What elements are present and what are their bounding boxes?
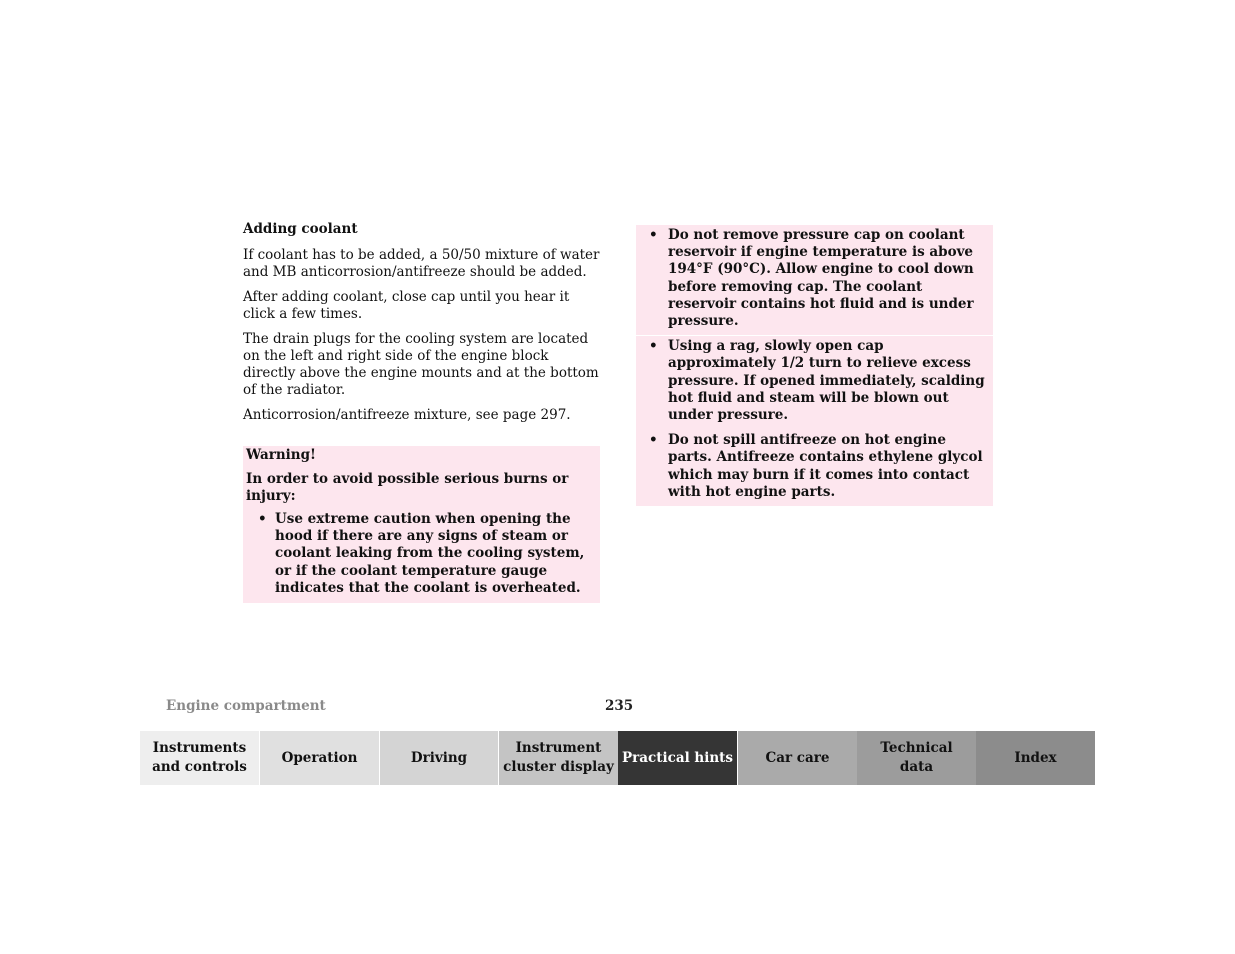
left-column [243,221,600,603]
nav-tab-instruments-and-controls[interactable] [140,731,260,785]
warning-intro: In order to avoid possible serious burns or injury: [246,471,569,504]
nav-tab-label: Driving [410,749,468,766]
right-column [636,225,993,506]
warning-bullet-item [246,511,597,597]
nav-tab-label: Technical data [880,740,953,775]
bullet-text: Use extreme caution when opening the hood if there are any signs of steam or coolant leaking from the cooling system, or if the coolant temperature gauge indicates that the coolant is overheated. [275,511,585,596]
bullet-text: Do not spill antifreeze on hot engine parts. Antifreeze contains ethylene glycol which may burn if it comes into contact with hot engine parts. [668,432,983,500]
nav-tab-technical-data[interactable] [857,731,976,785]
warning-bullet-item [636,227,989,330]
nav-tab-driving[interactable] [380,731,499,785]
nav-tab-label: Index [1014,749,1057,766]
bullet-dot-icon: • [649,227,658,243]
warning-title: Warning! [246,447,316,463]
nav-tab-practical-hints[interactable] [618,731,738,785]
nav-tab-label: Practical hints [622,749,733,766]
nav-tab-index[interactable] [976,731,1095,785]
nav-tab-label: Instrument cluster display [503,740,614,775]
bullet-text: Using a rag, slowly open cap approximately 1/2 turn to relieve excess pressure. If opened immediately, scalding hot fluid and steam will be blown out under pressure. [668,338,985,424]
body-paragraph-mixture: If coolant has to be added, a 50/50 mixture of water and MB anticorrosion/antifreeze should be added. [243,247,600,280]
warning-bullet-list [246,511,597,597]
nav-tab-instrument-cluster-display[interactable] [499,731,618,785]
nav-tab-label: Instruments and controls [152,740,247,775]
nav-tab-label: Operation [281,749,358,766]
chapter-nav-bar [140,731,1095,785]
footer-section-title: Engine compartment [166,698,326,714]
nav-tab-car-care[interactable] [738,731,857,785]
nav-tab-label: Car care [765,749,830,766]
warning-bullet-item [636,338,989,424]
section-heading: Adding coolant [243,221,358,237]
body-paragraph-see-page: Anticorrosion/antifreeze mixture, see page 297. [243,407,571,423]
bullet-dot-icon: • [649,338,658,355]
nav-tab-operation[interactable] [260,731,380,785]
body-paragraph-drain-plugs: The drain plugs for the cooling system are located on the left and right side of the engine block directly above the engine mounts and at the bottom of the radiator. [243,331,599,398]
bullet-dot-icon: • [649,432,658,449]
bullet-dot-icon: • [258,511,267,527]
bullet-text: Do not remove pressure cap on coolant reservoir if engine temperature is above 194°F (90°C). Allow engine to cool down before removing cap. The coolant reservoir contains hot fluid and is under pressure. [668,227,974,330]
warning-continued-block [636,225,993,335]
warning-box [243,446,600,603]
warning-bullet-item [636,432,989,501]
page-number: 235 [605,698,634,714]
body-paragraph-close-cap: After adding coolant, close cap until you hear it click a few times. [243,289,570,322]
warning-continued-block [636,335,993,506]
